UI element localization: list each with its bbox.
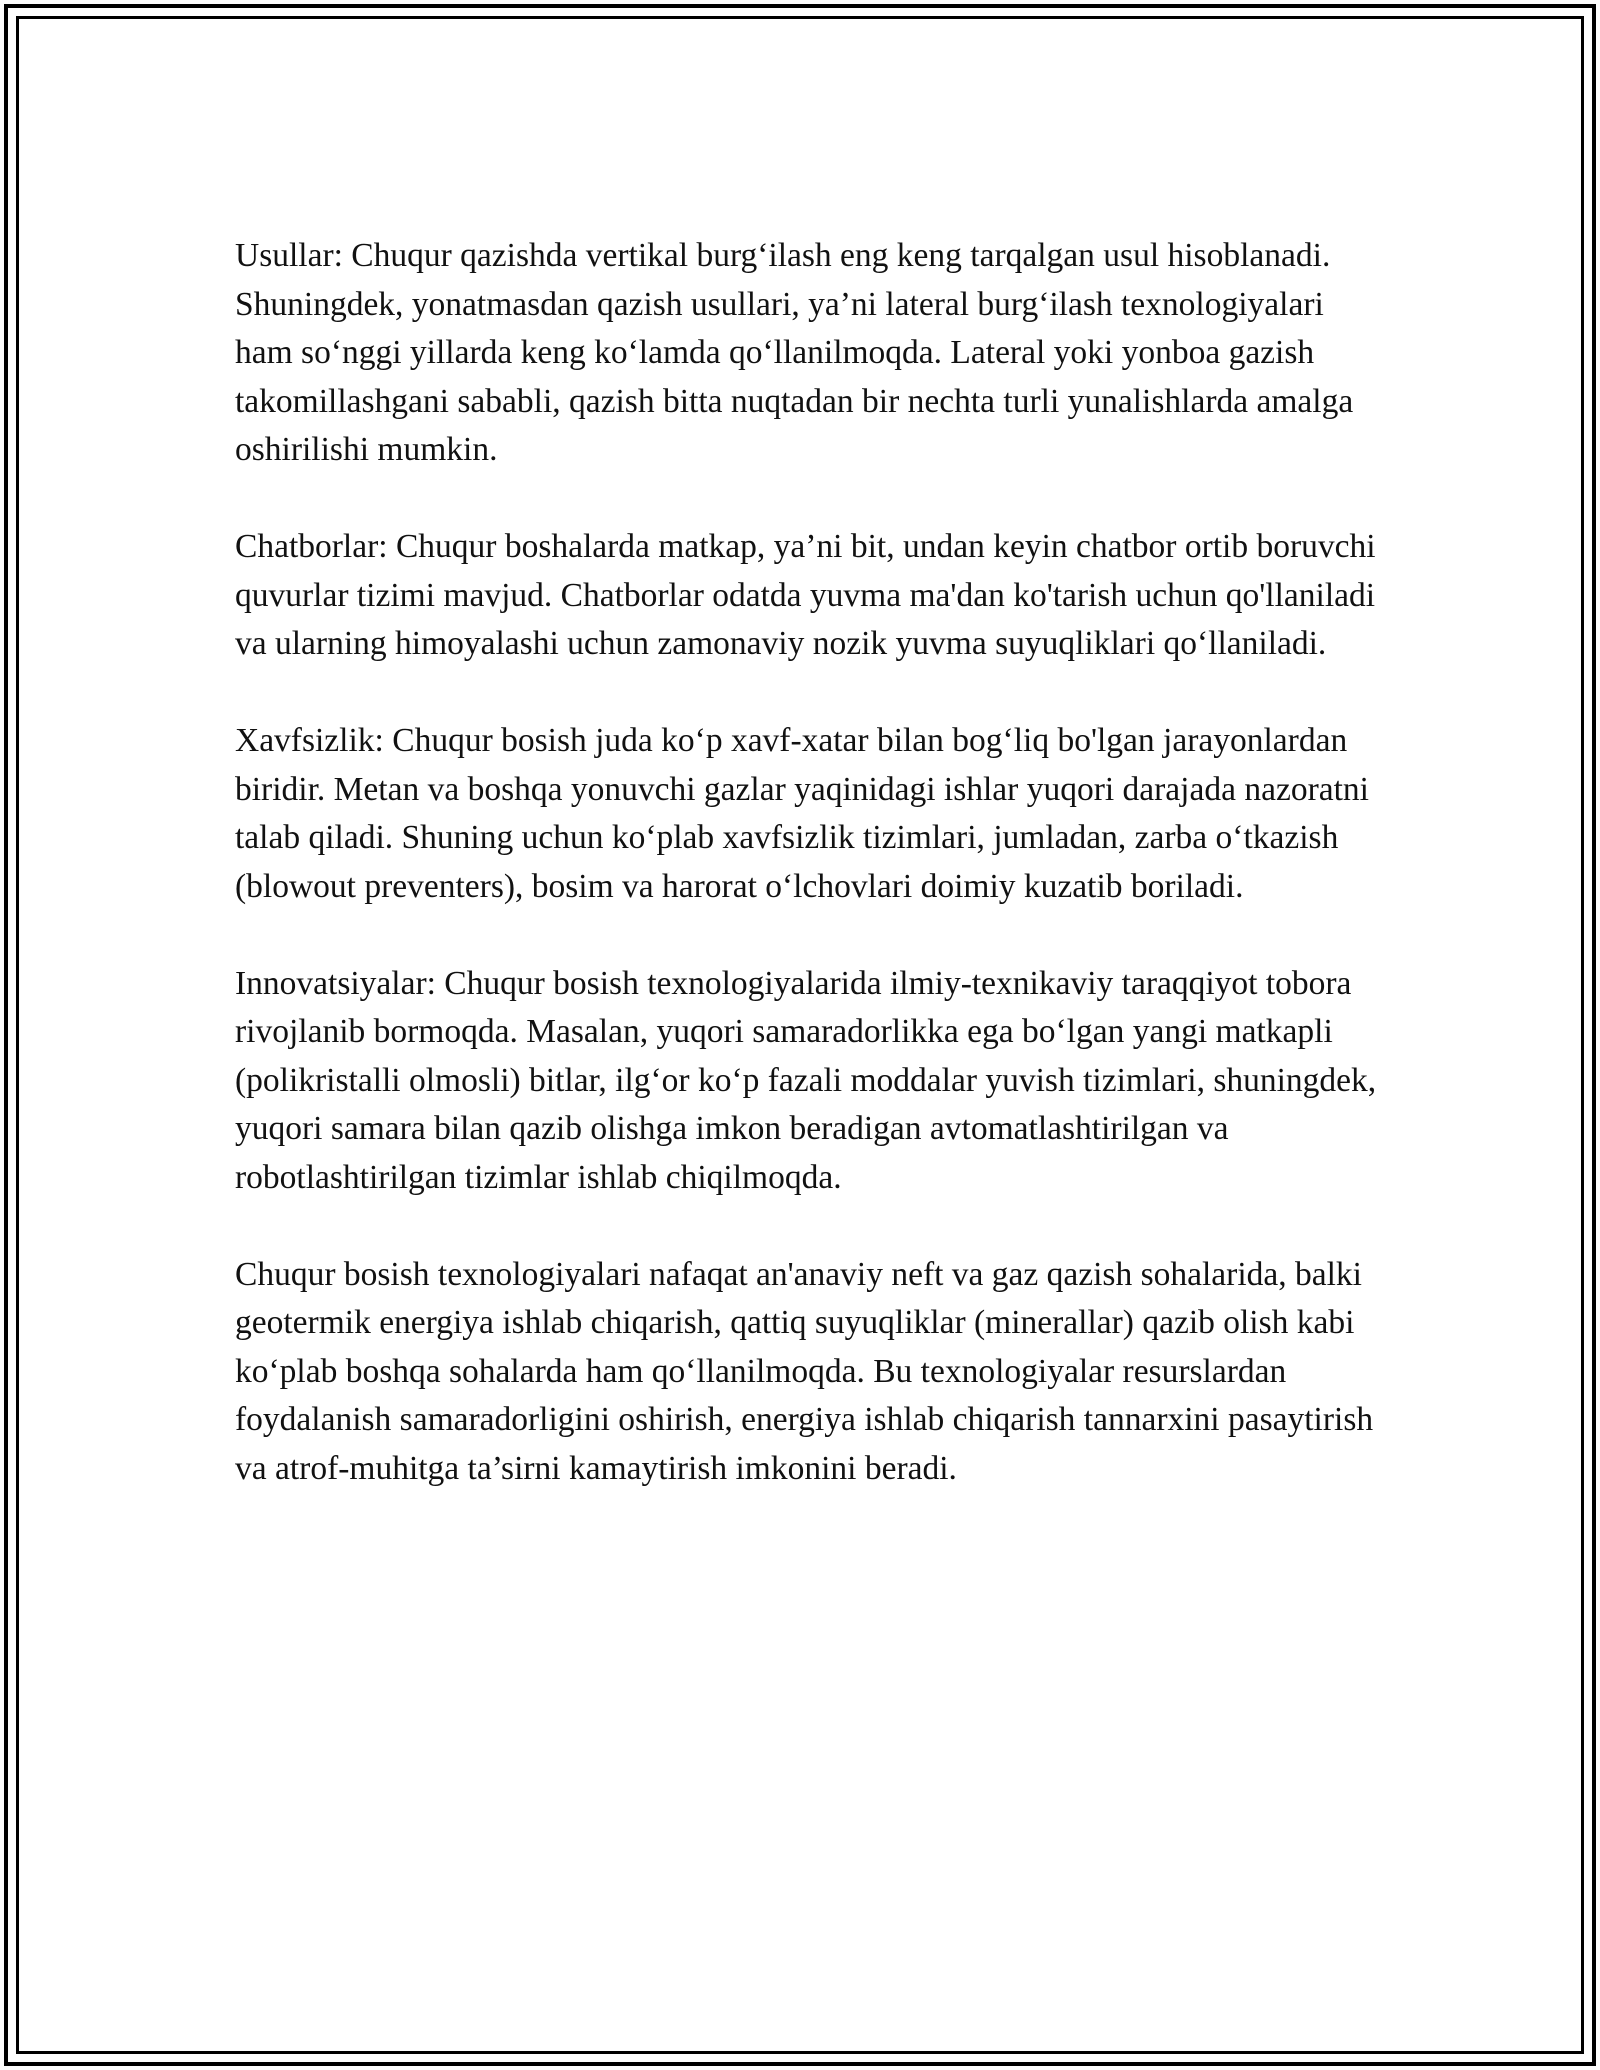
document-body (235, 232, 1385, 1542)
paragraph-methods: Usullar: Chuqur qazishda vertikal burg‘ilash eng keng tarqalgan usul hisoblanadi. Shuningdek, yonatmasdan qazish usullari, ya’ni lateral burg‘ilash texnologiyalari ham so‘nggi yillarda keng ko‘lamda qo‘llanilmoqda. Lateral yoki yonboa gazish takomillashgani sababli, qazish bitta nuqtadan bir nechta turli yunalishlarda amalga oshirilishi mumkin. (235, 237, 1354, 468)
paragraph-drill-strings: Chatborlar: Chuqur boshalarda matkap, ya’ni bit, undan keyin chatbor ortib boruvchi quvurlar tizimi mavjud. Chatborlar odatda yuvma ma'dan ko'tarish uchun qo'llaniladi va ularning himoyalashi uchun zamonaviy nozik yuvma suyuqliklari qo‘llaniladi. (235, 528, 1376, 662)
paragraph-applications: Chuqur bosish texnologiyalari nafaqat an'anaviy neft va gaz qazish sohalarida, balki geotermik energiya ishlab chiqarish, qattiq suyuqliklar (minerallar) qazib olish kabi ko‘plab boshqa sohalarda ham qo‘llanilmoqda. Bu texnologiyalar resurslardan foydalanish samaradorligini oshirish, energiya ishlab chiqarish tannarxini pasaytirish va atrof-muhitga ta’sirni kamaytirish imkonini beradi. (235, 1255, 1374, 1487)
paragraph-innovations: Innovatsiyalar: Chuqur bosish texnologiyalarida ilmiy-texnikaviy taraqqiyot tobora rivojlanib bormoqda. Masalan, yuqori samaradorlikka ega bo‘lgan yangi matkapli (polikristalli olmosli) bitlar, ilg‘or ko‘p fazali moddalar yuvish tizimlari, shuningdek, yuqori samara bilan qazib olishga imkon beradigan avtomatlashtirilgan va robotlashtirilgan tizimlar ishlab chiqilmoqda. (235, 964, 1377, 1196)
paragraph-safety: Xavfsizlik: Chuqur bosish juda ko‘p xavf-xatar bilan bog‘liq bo'lgan jarayonlardan biridir. Metan va boshqa yonuvchi gazlar yaqinidagi ishlar yuqori darajada nazoratni talab qiladi. Shuning uchun ko‘plab xavfsizlik tizimlari, jumladan, zarba o‘tkazish (blowout preventers), bosim va harorat o‘lchovlari doimiy kuzatib boriladi. (235, 722, 1369, 905)
